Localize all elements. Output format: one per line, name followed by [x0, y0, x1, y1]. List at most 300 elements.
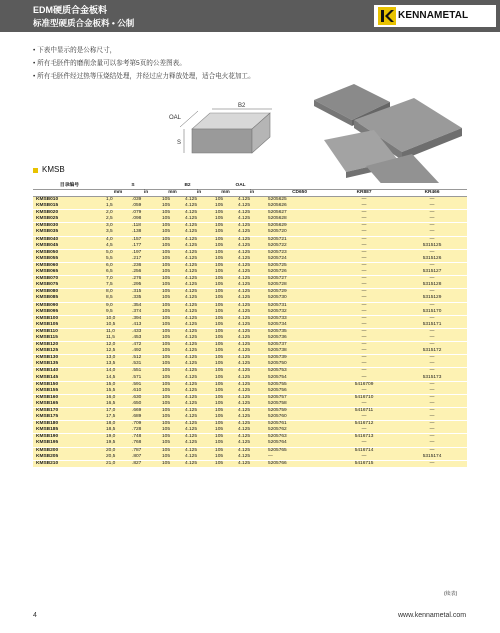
table-cell: —: [331, 348, 395, 355]
table-cell: 9,0: [104, 302, 130, 309]
table-row: [33, 434, 467, 441]
table-cell: 105: [160, 355, 183, 362]
table-cell: .197: [130, 249, 160, 256]
table-row: [33, 229, 467, 236]
table-cell: 105: [160, 427, 183, 434]
table-row: [33, 302, 467, 309]
table-cell: 5205766: [266, 460, 331, 467]
table-cell: .689: [130, 414, 160, 421]
table-cell: 4.125: [236, 197, 266, 204]
table-cell: .236: [130, 262, 160, 269]
table-cell: 15,0: [104, 381, 130, 388]
table-cell: 4.125: [183, 414, 213, 421]
table-row: [33, 256, 467, 263]
subheader-cell: mm: [104, 190, 130, 197]
catalog-number-cell: KMSB115: [33, 335, 104, 342]
table-cell: .335: [130, 295, 160, 302]
table-cell: .551: [130, 368, 160, 375]
table-cell: 105: [160, 348, 183, 355]
table-cell: 20,5: [104, 454, 130, 461]
table-cell: 5205761: [266, 421, 331, 428]
subheader-cell: mm: [213, 190, 236, 197]
catalog-number-cell: KMSB045: [33, 243, 104, 250]
table-cell: 105: [213, 447, 236, 454]
s-label: S: [177, 140, 182, 146]
table-row: [33, 276, 467, 283]
table-cell: 5205738: [266, 348, 331, 355]
table-row: [33, 282, 467, 289]
table-cell: 105: [160, 236, 183, 243]
catalog-number-cell: KMSB175: [33, 414, 104, 421]
table-cell: 11,5: [104, 335, 130, 342]
table-cell: —: [395, 236, 467, 243]
table-cell: 105: [213, 315, 236, 322]
table-row: [33, 269, 467, 276]
table-cell: 4.125: [183, 401, 213, 408]
subheader-cell: CD650: [266, 190, 331, 197]
website-link[interactable]: www.kennametal.com: [398, 612, 467, 619]
table-cell: .512: [130, 355, 160, 362]
table-cell: 105: [160, 414, 183, 421]
table-cell: 4.125: [183, 197, 213, 204]
table-row: [33, 381, 467, 388]
page-number: 4: [33, 612, 37, 619]
table-cell: 4.125: [183, 243, 213, 250]
table-row: [33, 236, 467, 243]
table-cell: 4.125: [236, 229, 266, 236]
table-cell: 105: [160, 203, 183, 210]
section-marker-icon: [33, 168, 38, 173]
table-cell: 5205759: [266, 408, 331, 415]
table-row: [33, 216, 467, 223]
table-cell: 105: [160, 388, 183, 395]
table-cell: 105: [213, 355, 236, 362]
table-cell: .354: [130, 302, 160, 309]
table-cell: 5416710: [331, 394, 395, 401]
table-cell: 4.125: [236, 447, 266, 454]
table-cell: .669: [130, 408, 160, 415]
table-cell: 4.125: [183, 328, 213, 335]
table-cell: 9,5: [104, 309, 130, 316]
table-cell: .827: [130, 460, 160, 467]
subheader-cell: KR887: [331, 190, 395, 197]
table-cell: 4.125: [236, 414, 266, 421]
table-row: [33, 454, 467, 461]
table-cell: 105: [160, 276, 183, 283]
table-cell: —: [331, 315, 395, 322]
page-subtitle: 标准型硬质合金板料 • 公制: [33, 18, 135, 28]
table-cell: 4.125: [183, 348, 213, 355]
table-cell: —: [331, 309, 395, 316]
table-cell: 5315129: [395, 295, 467, 302]
table-cell: 7,5: [104, 282, 130, 289]
table-cell: 105: [213, 421, 236, 428]
table-cell: 8,0: [104, 289, 130, 296]
subheader-cell: mm: [160, 190, 183, 197]
table-cell: —: [395, 447, 467, 454]
product-table: [33, 183, 467, 467]
table-cell: 4.125: [236, 289, 266, 296]
table-cell: .630: [130, 394, 160, 401]
table-row: [33, 342, 467, 349]
table-cell: 105: [160, 309, 183, 316]
table-row: [33, 328, 467, 335]
table-cell: .177: [130, 243, 160, 250]
table-row: [33, 375, 467, 382]
catalog-number-cell: KMSB060: [33, 262, 104, 269]
table-cell: .138: [130, 229, 160, 236]
table-cell: 5205724: [266, 256, 331, 263]
table-cell: —: [395, 328, 467, 335]
table-cell: 105: [213, 368, 236, 375]
table-cell: 105: [160, 447, 183, 454]
table-cell: —: [395, 289, 467, 296]
table-cell: .217: [130, 256, 160, 263]
table-cell: 105: [213, 401, 236, 408]
table-cell: 4.125: [183, 335, 213, 342]
table-cell: 7,0: [104, 276, 130, 283]
table-cell: 105: [160, 262, 183, 269]
table-cell: .610: [130, 388, 160, 395]
table-cell: —: [331, 335, 395, 342]
table-cell: 105: [160, 269, 183, 276]
table-cell: 5416712: [331, 421, 395, 428]
table-cell: 1,0: [104, 197, 130, 204]
table-cell: 105: [160, 454, 183, 461]
table-cell: —: [331, 282, 395, 289]
table-cell: 5205728: [266, 282, 331, 289]
catalog-number-cell: KMSB025: [33, 216, 104, 223]
table-cell: 14,5: [104, 375, 130, 382]
table-cell: 20,0: [104, 447, 130, 454]
table-row: [33, 243, 467, 250]
table-cell: .374: [130, 309, 160, 316]
table-cell: 4.125: [183, 408, 213, 415]
section-title: KMSB: [42, 165, 65, 174]
catalog-number-cell: KMSB050: [33, 249, 104, 256]
table-cell: .413: [130, 322, 160, 329]
table-cell: 105: [160, 295, 183, 302]
catalog-number-cell: KMSB020: [33, 210, 104, 217]
catalog-number-cell: KMSB095: [33, 309, 104, 316]
table-cell: 105: [160, 249, 183, 256]
table-cell: 4.125: [236, 440, 266, 447]
table-cell: 10,0: [104, 315, 130, 322]
table-cell: .256: [130, 269, 160, 276]
table-cell: 4.125: [236, 401, 266, 408]
table-cell: 5416711: [331, 408, 395, 415]
table-cell: —: [331, 302, 395, 309]
table-cell: —: [395, 361, 467, 368]
catalog-number-cell: KMSB140: [33, 368, 104, 375]
table-cell: 4.125: [236, 421, 266, 428]
table-cell: .492: [130, 348, 160, 355]
catalog-number-cell: KMSB200: [33, 447, 104, 454]
table-cell: 6,5: [104, 269, 130, 276]
table-cell: 105: [160, 460, 183, 467]
b2-label: B2: [238, 103, 246, 109]
table-cell: .571: [130, 375, 160, 382]
table-cell: 1,5: [104, 203, 130, 210]
table-cell: 105: [160, 229, 183, 236]
catalog-number-cell: KMSB185: [33, 427, 104, 434]
table-cell: 4.125: [236, 262, 266, 269]
table-cell: 4.125: [236, 309, 266, 316]
table-row: [33, 322, 467, 329]
table-cell: 105: [213, 269, 236, 276]
table-cell: 4.125: [236, 394, 266, 401]
table-cell: 5205750: [266, 361, 331, 368]
table-row: [33, 388, 467, 395]
table-cell: 4.125: [183, 229, 213, 236]
table-cell: —: [395, 276, 467, 283]
table-cell: —: [331, 289, 395, 296]
table-cell: 2,0: [104, 210, 130, 217]
table-cell: .748: [130, 434, 160, 441]
catalog-number-cell: KMSB150: [33, 381, 104, 388]
table-cell: —: [395, 434, 467, 441]
table-cell: 105: [213, 454, 236, 461]
table-cell: —: [331, 249, 395, 256]
table-cell: 4.125: [183, 421, 213, 428]
table-cell: 5205723: [266, 249, 331, 256]
table-cell: —: [395, 381, 467, 388]
table-cell: —: [331, 236, 395, 243]
table-cell: .787: [130, 447, 160, 454]
table-cell: 4.125: [236, 203, 266, 210]
table-cell: 4.125: [236, 210, 266, 217]
table-cell: 105: [213, 236, 236, 243]
table-cell: —: [395, 421, 467, 428]
table-subheader: [33, 190, 467, 197]
table-cell: 5205765: [266, 447, 331, 454]
table-cell: 105: [160, 368, 183, 375]
table-cell: 5205629: [266, 223, 331, 230]
table-cell: 4.125: [183, 342, 213, 349]
table-cell: —: [331, 295, 395, 302]
table-cell: 105: [160, 197, 183, 204]
catalog-number-cell: KMSB170: [33, 408, 104, 415]
table-cell: .295: [130, 282, 160, 289]
subheader-cell: in: [236, 190, 266, 197]
table-cell: —: [331, 361, 395, 368]
table-cell: 105: [213, 328, 236, 335]
table-cell: 4.125: [183, 223, 213, 230]
table-cell: 16,5: [104, 401, 130, 408]
table-cell: 18,5: [104, 427, 130, 434]
notes-list: [33, 44, 255, 83]
subheader-cell: KR466: [395, 190, 467, 197]
table-cell: .650: [130, 401, 160, 408]
table-cell: 105: [160, 440, 183, 447]
table-cell: 4.125: [183, 368, 213, 375]
table-cell: 5315173: [395, 375, 467, 382]
table-cell: 4.125: [236, 427, 266, 434]
header-catalog: 目录编号: [33, 183, 104, 190]
table-cell: 5315126: [395, 256, 467, 263]
table-cell: 105: [213, 434, 236, 441]
table-cell: .453: [130, 335, 160, 342]
table-cell: 4.125: [236, 322, 266, 329]
catalog-number-cell: KMSB165: [33, 401, 104, 408]
table-cell: .531: [130, 361, 160, 368]
table-row: [33, 394, 467, 401]
table-cell: 5,0: [104, 249, 130, 256]
subheader-cell: in: [183, 190, 213, 197]
table-row: [33, 223, 467, 230]
table-row: [33, 309, 467, 316]
table-cell: 4.125: [236, 302, 266, 309]
catalog-number-cell: KMSB135: [33, 361, 104, 368]
table-cell: 105: [213, 361, 236, 368]
table-cell: —: [331, 401, 395, 408]
table-cell: 105: [160, 210, 183, 217]
table-cell: 4.125: [236, 328, 266, 335]
table-body: [33, 197, 467, 467]
table-cell: 105: [160, 434, 183, 441]
table-cell: .039: [130, 197, 160, 204]
table-cell: 5205627: [266, 210, 331, 217]
table-cell: 5205755: [266, 381, 331, 388]
table-cell: 2,5: [104, 216, 130, 223]
table-cell: 4.125: [183, 249, 213, 256]
table-cell: —: [395, 440, 467, 447]
table-row: [33, 315, 467, 322]
table-cell: 105: [160, 315, 183, 322]
table-row: [33, 447, 467, 454]
catalog-number-cell: KMSB075: [33, 282, 104, 289]
table-cell: 105: [213, 216, 236, 223]
table-cell: 13,0: [104, 355, 130, 362]
table-cell: —: [331, 440, 395, 447]
table-cell: 105: [213, 229, 236, 236]
table-row: [33, 348, 467, 355]
table-cell: 4.125: [183, 282, 213, 289]
table-cell: —: [395, 460, 467, 467]
table-cell: 105: [213, 381, 236, 388]
table-row: [33, 355, 467, 362]
table-cell: —: [395, 408, 467, 415]
table-cell: .472: [130, 342, 160, 349]
table-cell: 105: [213, 256, 236, 263]
table-cell: —: [331, 243, 395, 250]
table-cell: 4.125: [236, 216, 266, 223]
table-cell: 18,0: [104, 421, 130, 428]
catalog-number-cell: KMSB055: [33, 256, 104, 263]
header-bar: [0, 0, 500, 32]
table-cell: 4.125: [236, 276, 266, 283]
table-cell: 105: [160, 216, 183, 223]
table-cell: —: [395, 368, 467, 375]
table-cell: .276: [130, 276, 160, 283]
table-cell: .728: [130, 427, 160, 434]
table-cell: 4.125: [183, 315, 213, 322]
table-cell: 4.125: [236, 381, 266, 388]
table-cell: —: [395, 249, 467, 256]
table-cell: 105: [213, 388, 236, 395]
table-cell: 4.125: [183, 262, 213, 269]
table-row: [33, 460, 467, 467]
table-cell: 4.125: [236, 388, 266, 395]
table-cell: 5205733: [266, 315, 331, 322]
table-cell: 105: [213, 302, 236, 309]
table-cell: 5205725: [266, 262, 331, 269]
table-cell: 4.125: [236, 355, 266, 362]
table-cell: 105: [213, 440, 236, 447]
table-cell: 105: [213, 243, 236, 250]
table-cell: 4.125: [236, 361, 266, 368]
table-cell: 105: [213, 295, 236, 302]
table-cell: —: [331, 197, 395, 204]
table-cell: 5315170: [395, 309, 467, 316]
plate-dimension-diagram: [160, 97, 290, 177]
table-cell: 4.125: [183, 203, 213, 210]
table-cell: 5205732: [266, 309, 331, 316]
table-cell: 105: [213, 282, 236, 289]
table-cell: 105: [160, 289, 183, 296]
table-cell: 4.125: [183, 381, 213, 388]
table-cell: 17,5: [104, 414, 130, 421]
catalog-number-cell: KMSB120: [33, 342, 104, 349]
table-row: [33, 197, 467, 204]
table-cell: 105: [213, 276, 236, 283]
table-cell: 4.125: [183, 460, 213, 467]
table-cell: 4.125: [236, 282, 266, 289]
catalog-number-cell: KMSB125: [33, 348, 104, 355]
table-cell: 105: [160, 421, 183, 428]
table-cell: 4.125: [183, 394, 213, 401]
table-row: [33, 408, 467, 415]
table-cell: 5205722: [266, 243, 331, 250]
table-cell: —: [331, 414, 395, 421]
table-cell: 105: [160, 223, 183, 230]
table-cell: 4.125: [183, 447, 213, 454]
table-cell: 105: [213, 348, 236, 355]
table-cell: 4.125: [183, 269, 213, 276]
table-cell: 105: [213, 210, 236, 217]
table-cell: —: [331, 256, 395, 263]
table-cell: .394: [130, 315, 160, 322]
table-cell: 5205727: [266, 276, 331, 283]
logo-text: KENNAMETAL: [398, 10, 469, 21]
table-cell: .315: [130, 289, 160, 296]
table-row: [33, 295, 467, 302]
brand-logo: [374, 5, 496, 27]
oal-label: OAL: [169, 115, 182, 121]
table-cell: 105: [213, 335, 236, 342]
note-item: • 所有毛胚件的磨削余量可以参考第5页的公差图表。: [33, 60, 186, 67]
table-cell: 5205757: [266, 394, 331, 401]
catalog-number-cell: KMSB100: [33, 315, 104, 322]
table-cell: 5205756: [266, 388, 331, 395]
table-cell: 5205753: [266, 368, 331, 375]
table-cell: 19,5: [104, 440, 130, 447]
table-cell: 5205764: [266, 440, 331, 447]
table-row: [33, 361, 467, 368]
table-cell: 105: [213, 249, 236, 256]
catalog-number-cell: KMSB205: [33, 454, 104, 461]
table-cell: 5315172: [395, 348, 467, 355]
table-cell: 3,0: [104, 223, 130, 230]
table-row: [33, 289, 467, 296]
table-row: [33, 368, 467, 375]
table-cell: .433: [130, 328, 160, 335]
table-cell: 19,0: [104, 434, 130, 441]
table-cell: 5205734: [266, 322, 331, 329]
table-cell: 5205754: [266, 375, 331, 382]
table-cell: 105: [160, 322, 183, 329]
table-cell: 5205726: [266, 269, 331, 276]
